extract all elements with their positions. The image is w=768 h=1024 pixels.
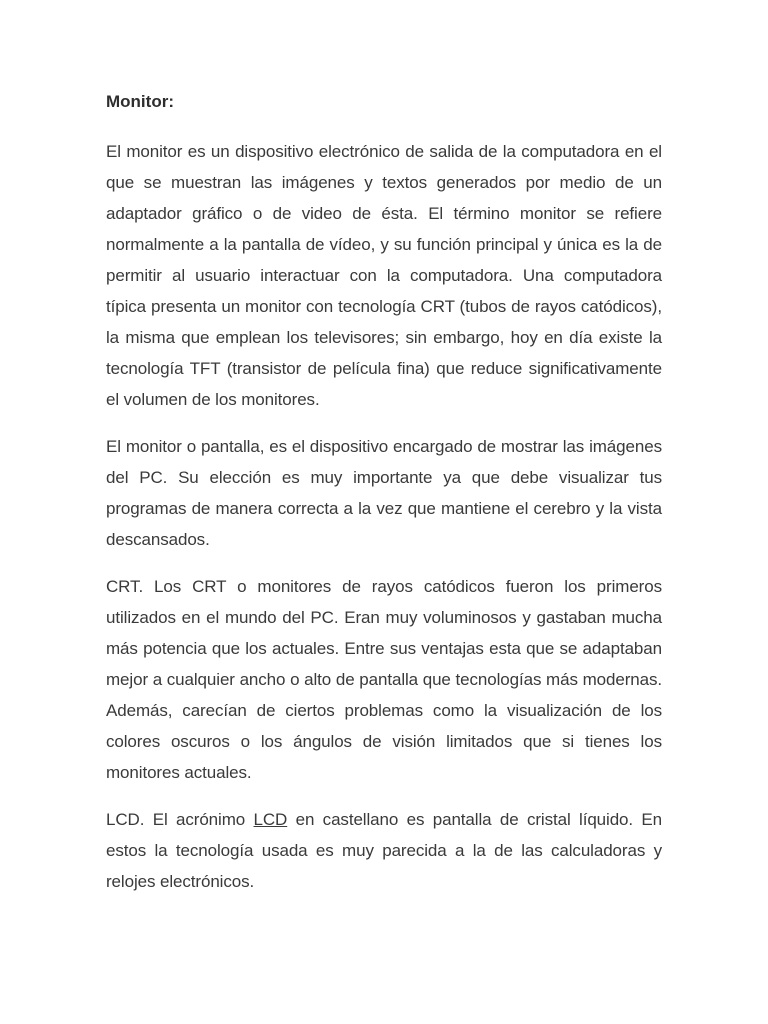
paragraph-monitor-pantalla: El monitor o pantalla, es el dispositivo encargado de mostrar las imágenes del PC. Su elección es muy importante ya que debe visualizar tus programas de manera correcta a la vez que mantiene el cerebro y la vista descansados. [106,437,662,549]
paragraph-lcd [106,804,662,897]
paragraph-lcd-intro: LCD. El acrónimo [106,810,254,829]
paragraph-monitor-definition: El monitor es un dispositivo electrónico de salida de la computadora en el que se muestran las imágenes y textos generados por medio de un adaptador gráfico o de video de ésta. El término monitor se refiere normalmente a la pantalla de vídeo, y su función principal y única es la de permitir al usuario interactuar con la computadora. Una computadora típica presenta un monitor con tecnología CRT (tubos de rayos catódicos), la misma que emplean los televisores; sin embargo, hoy en día existe la tecnología TFT (transistor de película fina) que reduce significativamente el volumen de los monitores. [106,142,662,409]
page-title: Monitor: [106,92,174,111]
paragraph-lcd-rest: en castellano es pantalla de cristal líquido. En estos la tecnología usada es muy parecida a la de las calculadoras y relojes electrónicos. [106,810,663,891]
lcd-link[interactable]: LCD [253,810,288,829]
document-page [106,88,662,913]
paragraph-crt: CRT. Los CRT o monitores de rayos catódicos fueron los primeros utilizados en el mundo del PC. Eran muy voluminosos y gastaban mucha más potencia que los actuales. Entre sus ventajas esta que se adaptaban mejor a cualquier ancho o alto de pantalla que tecnologías más modernas. Además, carecían de ciertos problemas como la visualización de los colores oscuros o los ángulos de visión limitados que si tienes los monitores actuales. [106,577,662,782]
